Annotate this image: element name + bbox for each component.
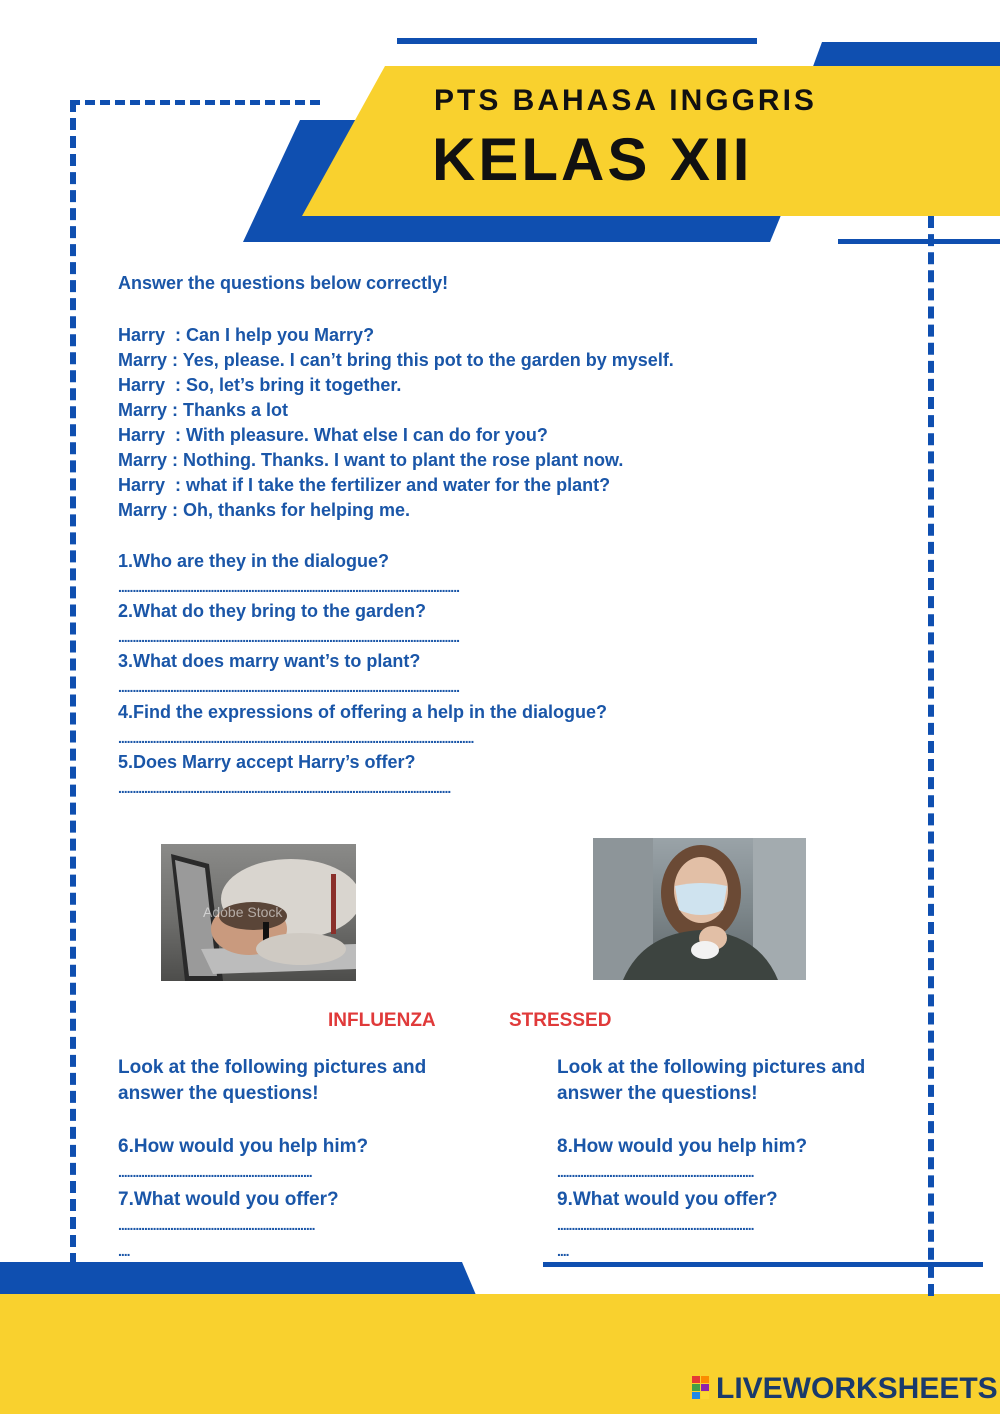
- question-9: 9.What would you offer?: [557, 1189, 778, 1210]
- answer-line-8[interactable]: ....................................................................: [557, 1164, 754, 1180]
- answer-line-2[interactable]: ......................................................................................................................: [118, 629, 459, 645]
- frame-right-dashed: [928, 216, 934, 1296]
- dialogue-line: Harry : what if I take the fertilizer and water for the plant?: [118, 475, 611, 495]
- frame-left-dashed: [70, 100, 76, 1265]
- photo-tired-man: [161, 844, 356, 981]
- question-5: 5.Does Marry accept Harry’s offer?: [118, 752, 416, 772]
- answer-line-7b[interactable]: ....: [118, 1243, 130, 1259]
- answer-line-9b[interactable]: ....: [557, 1243, 569, 1259]
- left-instruction-2: answer the questions!: [118, 1083, 319, 1104]
- answer-line-4[interactable]: ...........................................................................................................................: [118, 730, 474, 746]
- right-instruction-1: Look at the following pictures and: [557, 1057, 866, 1078]
- arm: [256, 933, 346, 965]
- dialogue-line: Marry : Oh, thanks for helping me.: [118, 500, 411, 520]
- right-accent-line: [838, 239, 1000, 244]
- dialogue-line: Marry : Nothing. Thanks. I want to plant the rose plant now.: [118, 450, 624, 470]
- question-3: 3.What does marry want’s to plant?: [118, 651, 421, 671]
- photo-watermark: Adobe Stock: [203, 904, 283, 920]
- header-title: KELAS XII: [432, 126, 753, 193]
- caption-stressed: STRESSED: [509, 1010, 612, 1031]
- frame-top-dashed: [70, 100, 320, 105]
- question-6: 6.How would you help him?: [118, 1136, 369, 1157]
- face-mask: [675, 883, 727, 915]
- bottom-blue-line: [543, 1262, 983, 1267]
- answer-line-5[interactable]: ...................................................................................................................: [118, 780, 451, 796]
- question-1: 1.Who are they in the dialogue?: [118, 551, 390, 571]
- answer-line-9[interactable]: ....................................................................: [557, 1217, 754, 1233]
- question-8: 8.How would you help him?: [557, 1136, 808, 1157]
- photo-masked-woman: [593, 838, 806, 980]
- top-accent-line: [397, 38, 757, 44]
- right-column: [557, 1055, 865, 1107]
- question-2: 2.What do they bring to the garden?: [118, 601, 426, 621]
- bottom-blue-left: [0, 1262, 476, 1295]
- photo-masked-woman-art: [593, 838, 806, 980]
- dialogue-line: Harry : So, let’s bring it together.: [118, 375, 402, 395]
- liveworksheets-brand[interactable]: LIVEWORKSHEETS: [716, 1372, 998, 1405]
- liveworksheets-logo-icon: [692, 1376, 712, 1400]
- dialogue-line: Marry : Yes, please. I can’t bring this pot to the garden by myself.: [118, 350, 674, 370]
- left-column: [118, 1055, 426, 1107]
- right-instruction-2: answer the questions!: [557, 1083, 758, 1104]
- question-4: 4.Find the expressions of offering a help in the dialogue?: [118, 702, 608, 722]
- left-instruction-1: Look at the following pictures and: [118, 1057, 427, 1078]
- answer-line-3[interactable]: ......................................................................................................................: [118, 679, 459, 695]
- instructions: Answer the questions below correctly!: [118, 273, 449, 293]
- dialogue-line: Harry : Can I help you Marry?: [118, 325, 375, 345]
- answer-line-1[interactable]: ......................................................................................................................: [118, 579, 459, 595]
- dialogue-line: Harry : With pleasure. What else I can do for you?: [118, 425, 548, 445]
- tissue: [691, 941, 719, 959]
- question-7: 7.What would you offer?: [118, 1189, 339, 1210]
- suspender: [331, 874, 336, 934]
- answer-line-6[interactable]: ...................................................................: [118, 1164, 312, 1180]
- caption-influenza: INFLUENZA: [328, 1010, 436, 1031]
- dialogue: [118, 323, 674, 523]
- header-subtitle: PTS BAHASA INGGRIS: [434, 84, 817, 117]
- dialogue-line: Marry : Thanks a lot: [118, 400, 289, 420]
- answer-line-7[interactable]: ....................................................................: [118, 1217, 315, 1233]
